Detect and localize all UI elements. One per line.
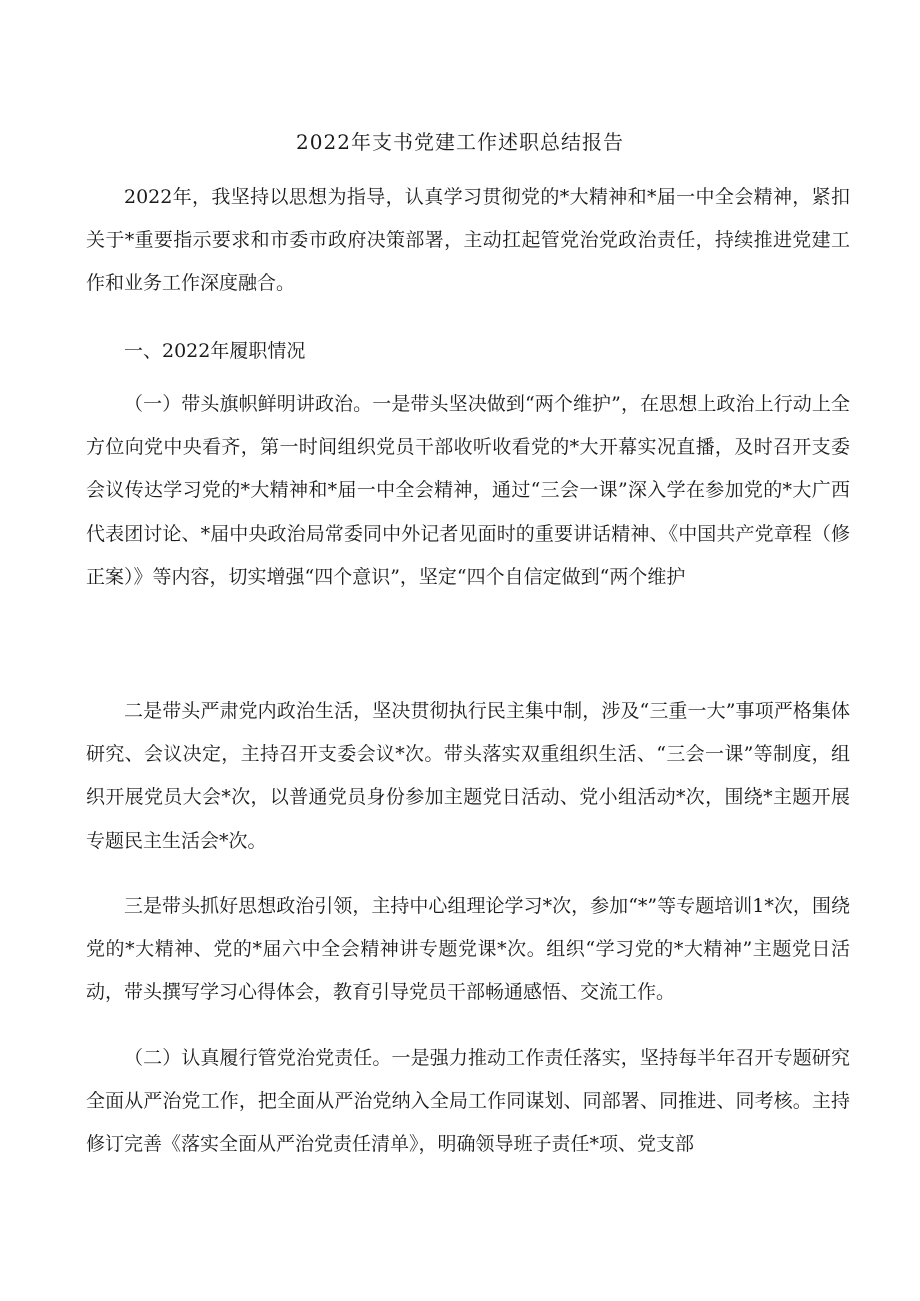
- body-paragraph-4: （二）认真履行管党治党责任。一是强力推动工作责任落实，坚持每半年召开专题研究全面从严治党工作，把全面从严治党纳入全局工作同谋划、同部署、同推进、同考核。主持修订完善《落实全面从严治党责任清单》，明确领导班子责任*项、党支部: [86, 1047, 850, 1156]
- section-heading: 一、2022年履职情况: [124, 340, 306, 362]
- body-paragraph-1: （一）带头旗帜鲜明讲政治。一是带头坚决做到“两个维护”，在思想上政治上行动上全方位向党中央看齐，第一时间组织党员干部收听收看党的*大开幕实况直播，及时召开支委会议传达学习党的*大精神和*届一中全会精神，通过“三会一课”深入学在参加党的*大广西代表团讨论、*届中央政治局常委同中外记者见面时的重要讲话精神、《中国共产党章程（修正案）》等内容，切实增强“四个意识”，坚定“四个自信定做到“两个维护: [86, 393, 850, 588]
- intro-paragraph: 2022年，我坚持以思想为指导，认真学习贯彻党的*大精神和*届一中全会精神，紧扣关于*重要指示要求和市委市政府决策部署，主动扛起管党治党政治责任，持续推进党建工作和业务工作深度融合。: [86, 186, 850, 295]
- body-paragraph-3: 三是带头抓好思想政治引领，主持中心组理论学习*次，参加“*”等专题培训1*次，围绕党的*大精神、党的*届六中全会精神讲专题党课*次。组织“学习党的*大精神”主题党日活动，带头撰写学习心得体会，教育引导党员干部畅通感悟、交流工作。: [86, 895, 850, 1004]
- document-title: 2022年支书党建工作述职总结报告: [296, 130, 624, 154]
- body-paragraph-2: 二是带头严肃党内政治生活，坚决贯彻执行民主集中制，涉及“三重一大”事项严格集体研究、会议决定，主持召开支委会议*次。带头落实双重组织生活、“三会一课”等制度，组织开展党员大会*次，以普通党员身份参加主题党日活动、党小组活动*次，围绕*主题开展专题民主生活会*次。: [86, 700, 850, 852]
